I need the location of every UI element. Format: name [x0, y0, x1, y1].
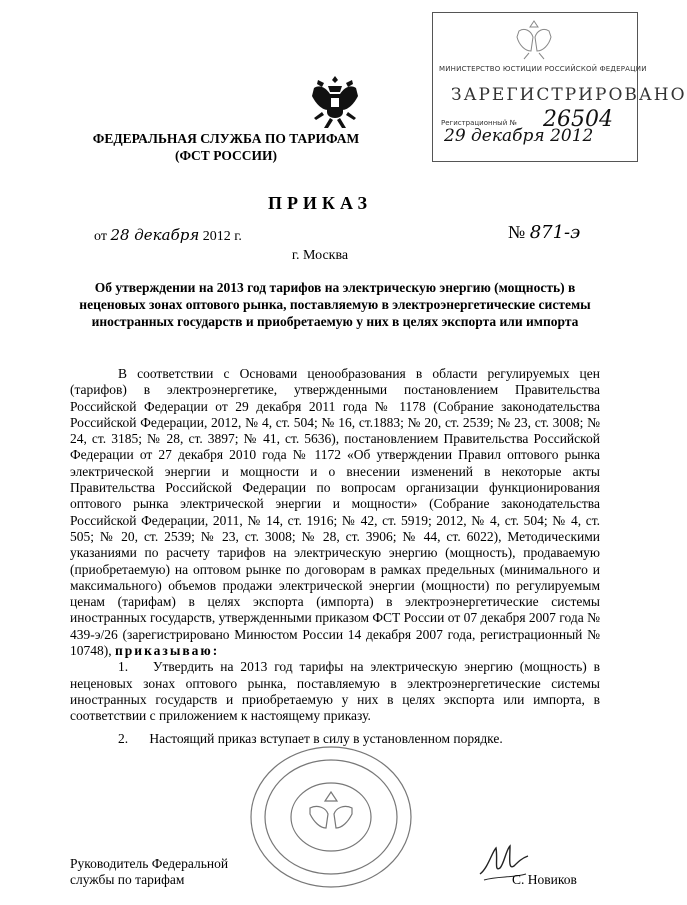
- item-text: Утвердить на 2013 год тарифы на электрическую энергию (мощность) в неценовых зонах оптового рынка, поставляемую в электроэнергетические системы иностранных государств и приобретаемую у них в целях экспорта или импорта, в соответствии с приложением к настоящему приказу.: [70, 659, 601, 724]
- document-body: [70, 366, 600, 747]
- agency-abbrev: (ФСТ РОССИИ): [174, 148, 278, 163]
- date-year: 2012 г.: [202, 229, 242, 244]
- regno-label: Регистрационный №: [441, 119, 517, 127]
- preamble-text: В соответствии с Основами ценообразования в области регулируемых цен (тарифов) в электроэнергетике, утвержденными постановлением Правительства Российской Федерации от 29 декабря 2011 года № 1178 (Собрание законодательства Российской Федерации, 2012, № 4, ст. 504; № 16, ст.1883; № 20, ст. 2539; № 23, ст. 3008; № 24, ст. 3185; № 28, ст. 3897; № 41, ст. 5636), постановлением Правительства Российской Федерации от 27 декабря 2010 года № 1172 «Об утверждении Правил оптового рынка электрической энергии и мощности и о внесении изменений в некоторые акты Правительства Российской Федерации по вопросам организации функционирования оптового рынка электрической энергии и мощности» (Собрание законодательства Российской Федерации, 2011, № 14, ст. 1916; № 42, ст. 5919; 2012, № 4, ст. 504; № 4, ст. 505; № 20, ст. 2539; № 23, ст. 3008; № 28, ст. 3906; № 44, ст. 6022), Методическими указаниями по расчету тарифов на электрическую энергию (мощность), продаваемую (приобретаемую) на оптовом рынке по договорам в рамках предельных (минимального и максимального) объемов продажи электрической энергии (мощности) по регулируемым ценам (тарифам) в целях экспорта (импорта) в электроэнергетические системы иностранных государств, утвержденными приказом ФСТ России от 07 декабря 2007 года № 439-э/26 (зарегистрировано Минюстом России 14 декабря 2007 года, регистрационный № 10748),: [70, 366, 600, 659]
- registration-number: 26504: [543, 107, 613, 132]
- registered-label: ЗАРЕГИСТРИРОВАНО: [451, 85, 687, 105]
- document-date: [94, 226, 242, 245]
- item-number: 1.: [118, 659, 129, 675]
- order-item: [70, 659, 600, 724]
- item-number: 2.: [118, 730, 129, 746]
- item-text: Настоящий приказ вступает в силу в установленном порядке.: [149, 730, 503, 746]
- document-title: ПРИКАЗ: [267, 193, 373, 213]
- agency-name: ФЕДЕРАЛЬНАЯ СЛУЖБА ПО ТАРИФАМ: [92, 131, 360, 146]
- ministry-name: МИНИСТЕРСТВО ЮСТИЦИИ РОССИЙСКОЙ ФЕДЕРАЦИИ: [439, 65, 647, 73]
- city: г. Москва: [291, 248, 349, 263]
- stamp-emblem-icon: [511, 17, 557, 61]
- number-handwritten: 871-э: [529, 222, 581, 243]
- orders-word: приказываю:: [115, 643, 220, 659]
- signatory-position: [70, 856, 228, 888]
- agency-header: [0, 130, 452, 164]
- registration-date: 29 декабря 2012: [444, 126, 594, 146]
- document-subject: Об утверждении на 2013 год тарифов на электрическую энергию (мощность) в неценовых зонах оптового рынка, поставляемую в электроэнергетические системы иностранных государств и приобретаемую у них в целях экспорта или импорта: [79, 280, 591, 329]
- official-seal-icon: [246, 742, 416, 892]
- position-line: Руководитель Федеральной: [70, 856, 229, 871]
- date-handwritten: 28 декабря: [110, 226, 200, 244]
- date-prefix: от: [94, 229, 107, 244]
- number-prefix: №: [508, 222, 526, 242]
- document-number: [508, 222, 580, 243]
- signatory-name: С. Новиков: [512, 872, 577, 887]
- position-line: службы по тарифам: [70, 872, 185, 887]
- coat-of-arms-icon: [306, 70, 364, 132]
- preamble-paragraph: [70, 366, 600, 659]
